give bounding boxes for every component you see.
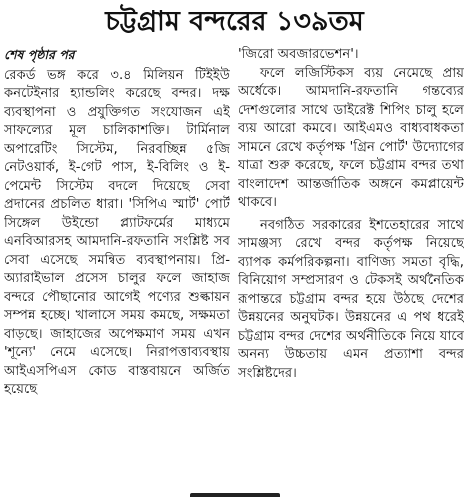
cropped-text-fragment xyxy=(190,493,280,497)
article-columns xyxy=(4,46,465,484)
headline: চট্টগ্রাম বন্দরের ১৩৯তম xyxy=(105,6,364,37)
right-column xyxy=(238,46,464,484)
right-paragraph-2: ফলে লজিস্টিকস ব্যয় নেমেছে প্রায় অর্ধেকে। আমদানি-রফতানি গন্তব্যের দেশগুলোর সাথে ডাইরেক্ট শিপিং চালু হলে ব্যয় আরো কমবে। আইএমও বাধ্যবাধকতা সামনে রেখে কর্তৃপক্ষ 'গ্রিন পোর্ট' উদ্যোগের যাত্রা শুরু করেছে, ফলে চট্টগ্রাম বন্দর তথা বাংলাদেশ আন্তর্জাতিক অঙ্গনে কমপ্লায়েন্ট থাকবে। xyxy=(238,65,464,210)
left-column xyxy=(4,46,230,484)
right-paragraph-1: 'জিরো অবজারভেশন'। xyxy=(238,47,359,62)
left-paragraph-1: রেকর্ড ভঙ্গ করে ৩.৪ মিলিয়ন টিইইউ কনটেইনার হ্যান্ডলিং করেছে বন্দর। দক্ষ ব্যবস্থাপনা ও প্রযুক্তিগত সংযোজন এই সাফল্যের মূল চালিকাশক্তি। টার্মিনাল অপারেটিং সিস্টেম, নিরবচ্ছিন্ন ৫জি নেটওয়ার্ক, ই-গেট পাস, ই-বিলিং ও ই-পেমেন্ট সিস্টেম বদলে দিয়েছে সেবা প্রদানের প্রচলিত ধারা। 'সিপিএ স্মার্ট' পোর্ট সিঙ্গেল উইন্ডো প্ল্যাটফর্মের মাধ্যমে এনবিআরসহ আমদানি-রফতানি সংশ্লিষ্ট সব সেবা এসেছে সমন্বিত ব্যবস্থাপনায়। প্রি-অ্যারাইভাল প্রসেস চালুর ফলে জাহাজ বন্দরে পৌছানোর আগেই পণ্যের শুল্কায়ন সম্পন্ন হচ্ছে। খালাসে সময় কমছে, সক্ষমতা বাড়ছে। জাহাজের অপেক্ষমাণ সময় এখন 'শূন্যে' নেমে এসেছে। নিরাপত্তাব্যবস্থায় আইএসপিএস কোড বাস্তবায়নে অর্জিত হয়েছে xyxy=(4,67,230,397)
newspaper-clipping xyxy=(0,6,469,497)
right-paragraph-3: নবগঠিত সরকারের ইশতেহারের সাথে সামঞ্জস্য রেখে বন্দর কর্তৃপক্ষ নিয়েছে ব্যাপক কর্মপরিকল্পনা। বাণিজ্য সমতা বৃদ্ধি, বিনিয়োগ সম্প্রসারণ ও টেকসই অর্থনৈতিক রূপান্তরে চট্টগ্রাম বন্দর হয়ে উঠছে দেশের উন্নয়নের অনুঘটক। উন্নয়নের এ পথ ধরেই চট্টগ্রাম বন্দর দেশের অর্থনীতিকে নিয়ে যাবে অনন্য উচ্চতায় এমন প্রত্যাশা বন্দর সংশ্লিষ্টদের। xyxy=(238,217,464,381)
continued-from-label: শেষ পৃষ্ঠার পর xyxy=(4,47,75,62)
